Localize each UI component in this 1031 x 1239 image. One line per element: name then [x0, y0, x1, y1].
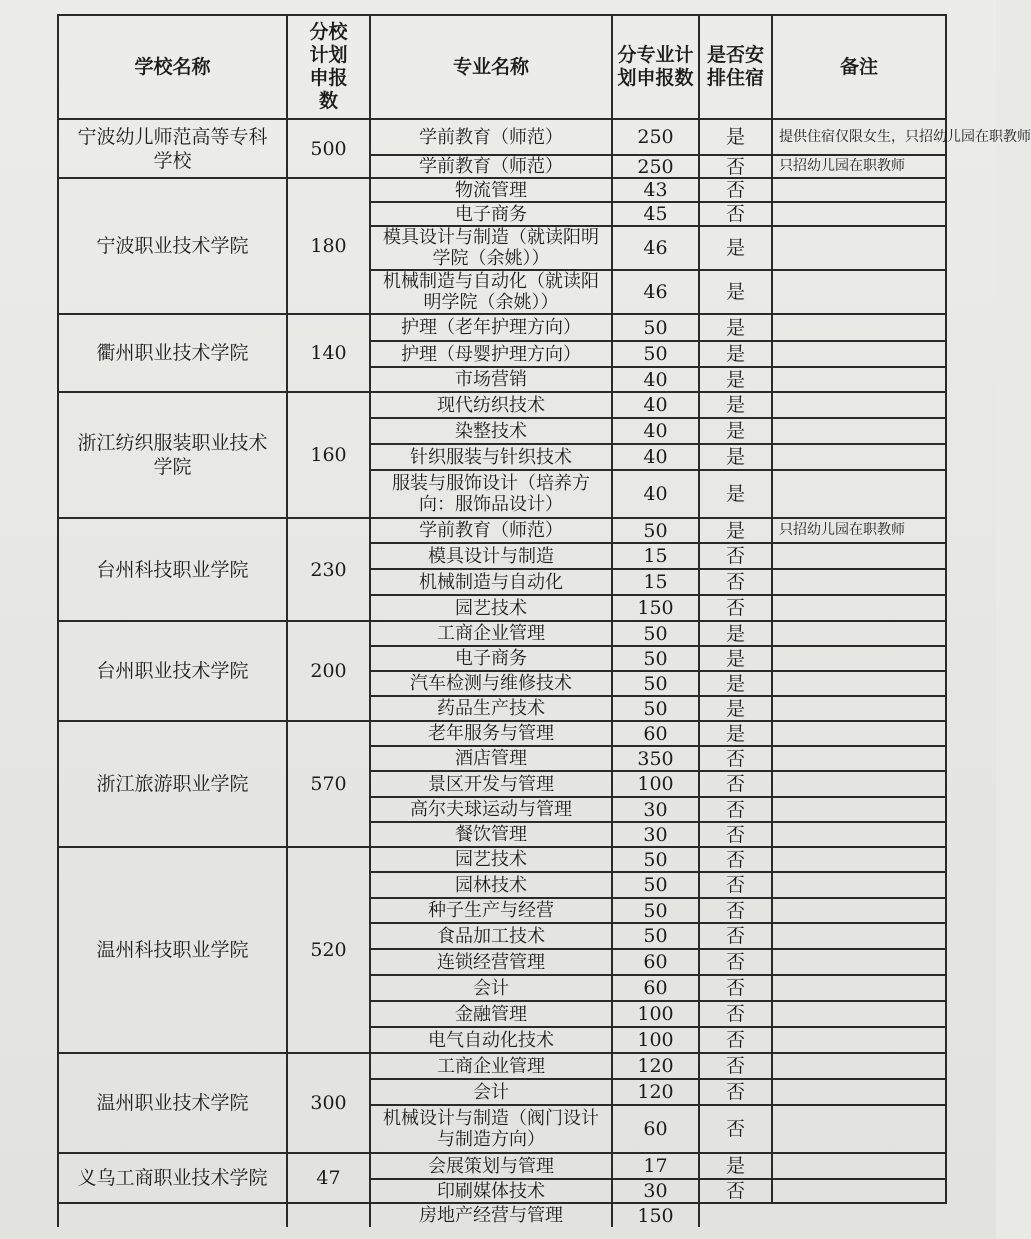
major-name-cell: 会计 — [370, 975, 612, 1001]
major-plan-cell: 46 — [612, 226, 699, 270]
remark-cell — [772, 595, 946, 621]
remark-cell: 只招幼儿园在职教师 — [772, 518, 946, 543]
remark-cell — [772, 1079, 946, 1105]
major-plan-cell: 50 — [612, 696, 699, 721]
table-row — [58, 518, 946, 543]
dorm-cell: 是 — [699, 444, 772, 470]
remark-cell — [772, 1179, 946, 1203]
major-plan-cell: 50 — [612, 646, 699, 671]
header-major: 专业名称 — [370, 15, 612, 119]
remark-cell — [772, 470, 946, 518]
table-row — [58, 314, 946, 341]
major-name-cell: 学前教育（师范） — [370, 119, 612, 155]
remark-cell — [772, 1027, 946, 1053]
major-name-cell: 学前教育（师范） — [370, 155, 612, 178]
major-name-cell: 机械制造与自动化 — [370, 569, 612, 595]
remark-cell — [772, 621, 946, 646]
major-name-cell: 食品加工技术 — [370, 923, 612, 949]
major-plan-cell: 17 — [612, 1153, 699, 1179]
school-name-cell — [58, 1203, 287, 1227]
dorm-cell: 否 — [699, 1027, 772, 1053]
school-plan-cell: 500 — [287, 119, 370, 178]
school-name-cell: 温州职业技术学院 — [58, 1053, 287, 1153]
dorm-cell: 是 — [699, 1153, 772, 1179]
dorm-cell: 是 — [699, 270, 772, 314]
dorm-cell: 是 — [699, 646, 772, 671]
major-name-cell: 工商企业管理 — [370, 1053, 612, 1079]
dorm-cell: 否 — [699, 1079, 772, 1105]
dorm-cell — [699, 1203, 772, 1227]
major-plan-cell: 46 — [612, 270, 699, 314]
dorm-cell: 是 — [699, 671, 772, 696]
table-row — [58, 847, 946, 872]
remark-cell — [772, 949, 946, 975]
dorm-cell: 是 — [699, 518, 772, 543]
remark-cell: 只招幼儿园在职教师 — [772, 155, 946, 178]
dorm-cell: 否 — [699, 595, 772, 621]
major-plan-cell: 60 — [612, 1105, 699, 1153]
major-plan-cell: 30 — [612, 797, 699, 822]
remark-cell — [772, 1203, 946, 1227]
major-plan-cell: 40 — [612, 418, 699, 444]
school-name-cell: 台州职业技术学院 — [58, 621, 287, 721]
major-name-cell: 现代纺织技术 — [370, 392, 612, 418]
dorm-cell: 否 — [699, 797, 772, 822]
major-name-cell: 连锁经营管理 — [370, 949, 612, 975]
dorm-cell: 否 — [699, 872, 772, 898]
major-name-cell: 汽车检测与维修技术 — [370, 671, 612, 696]
major-name-cell: 印刷媒体技术 — [370, 1179, 612, 1203]
major-name-cell: 电子商务 — [370, 202, 612, 226]
major-name-cell: 景区开发与管理 — [370, 771, 612, 797]
major-plan-cell: 40 — [612, 444, 699, 470]
table-row — [58, 392, 946, 418]
school-name-cell: 浙江旅游职业学院 — [58, 721, 287, 847]
major-plan-cell: 50 — [612, 872, 699, 898]
major-plan-cell: 50 — [612, 923, 699, 949]
dorm-cell: 是 — [699, 621, 772, 646]
dorm-cell: 是 — [699, 721, 772, 746]
major-plan-cell: 100 — [612, 1027, 699, 1053]
school-plan-cell: 47 — [287, 1153, 370, 1203]
major-name-cell: 高尔夫球运动与管理 — [370, 797, 612, 822]
remark-cell — [772, 797, 946, 822]
enrollment-plan-table — [57, 14, 1031, 1227]
major-name-cell: 服装与服饰设计（培养方向：服饰品设计） — [370, 470, 612, 518]
remark-cell — [772, 341, 946, 367]
table-row — [58, 119, 946, 155]
table-row — [58, 1203, 946, 1227]
major-plan-cell: 50 — [612, 671, 699, 696]
major-name-cell: 园林技术 — [370, 872, 612, 898]
table-row — [58, 1153, 946, 1179]
remark-cell — [772, 746, 946, 771]
major-plan-cell: 50 — [612, 847, 699, 872]
major-plan-cell: 50 — [612, 518, 699, 543]
major-name-cell: 会展策划与管理 — [370, 1153, 612, 1179]
dorm-cell: 否 — [699, 155, 772, 178]
major-plan-cell: 40 — [612, 392, 699, 418]
dorm-cell: 是 — [699, 470, 772, 518]
major-name-cell: 药品生产技术 — [370, 696, 612, 721]
major-plan-cell: 350 — [612, 746, 699, 771]
dorm-cell: 否 — [699, 178, 772, 202]
major-name-cell: 护理（老年护理方向） — [370, 314, 612, 341]
remark-cell — [772, 1105, 946, 1153]
school-plan-cell: 140 — [287, 314, 370, 392]
major-name-cell: 电气自动化技术 — [370, 1027, 612, 1053]
major-name-cell: 针织服装与针织技术 — [370, 444, 612, 470]
dorm-cell: 否 — [699, 202, 772, 226]
school-plan-cell: 520 — [287, 847, 370, 1053]
remark-cell — [772, 1153, 946, 1179]
school-plan-cell: 160 — [287, 392, 370, 518]
dorm-cell: 否 — [699, 898, 772, 923]
school-name-cell: 宁波职业技术学院 — [58, 178, 287, 314]
remark-cell — [772, 418, 946, 444]
major-name-cell: 机械制造与自动化（就读阳明学院（余姚）） — [370, 270, 612, 314]
major-plan-cell: 100 — [612, 771, 699, 797]
remark-cell — [772, 822, 946, 847]
dorm-cell: 否 — [699, 543, 772, 569]
major-name-cell: 机械设计与制造（阀门设计与制造方向） — [370, 1105, 612, 1153]
dorm-cell: 否 — [699, 822, 772, 847]
remark-cell — [772, 975, 946, 1001]
major-name-cell: 物流管理 — [370, 178, 612, 202]
remark-cell — [772, 721, 946, 746]
major-plan-cell: 50 — [612, 898, 699, 923]
remark-cell — [772, 444, 946, 470]
dorm-cell: 是 — [699, 119, 772, 155]
dorm-cell: 是 — [699, 696, 772, 721]
major-plan-cell: 250 — [612, 155, 699, 178]
dorm-cell: 否 — [699, 569, 772, 595]
header-dorm: 是否安排住宿 — [699, 15, 772, 119]
table-row — [58, 721, 946, 746]
remark-cell — [772, 671, 946, 696]
dorm-cell: 否 — [699, 847, 772, 872]
major-name-cell: 模具设计与制造 — [370, 543, 612, 569]
major-name-cell: 园艺技术 — [370, 847, 612, 872]
dorm-cell: 是 — [699, 314, 772, 341]
remark-cell — [772, 923, 946, 949]
remark-cell — [772, 771, 946, 797]
remark-cell — [772, 270, 946, 314]
major-name-cell: 餐饮管理 — [370, 822, 612, 847]
remark-cell — [772, 202, 946, 226]
major-plan-cell: 30 — [612, 822, 699, 847]
dorm-cell: 是 — [699, 341, 772, 367]
remark-cell — [772, 872, 946, 898]
remark-cell — [772, 1001, 946, 1027]
table-row — [58, 621, 946, 646]
school-plan-cell — [287, 1203, 370, 1227]
school-plan-cell: 200 — [287, 621, 370, 721]
dorm-cell: 否 — [699, 746, 772, 771]
dorm-cell: 否 — [699, 949, 772, 975]
remark-cell — [772, 696, 946, 721]
major-plan-cell: 40 — [612, 367, 699, 392]
table-row — [58, 178, 946, 202]
dorm-cell: 否 — [699, 1053, 772, 1079]
major-plan-cell: 50 — [612, 314, 699, 341]
school-name-cell: 衢州职业技术学院 — [58, 314, 287, 392]
major-plan-cell: 60 — [612, 721, 699, 746]
remark-cell — [772, 898, 946, 923]
remark-cell — [772, 178, 946, 202]
remark-cell: 提供住宿仅限女生，只招幼儿园在职教师 — [772, 119, 946, 155]
table-row — [58, 1053, 946, 1079]
dorm-cell: 否 — [699, 1001, 772, 1027]
remark-cell — [772, 847, 946, 872]
remark-cell — [772, 392, 946, 418]
remark-cell — [772, 226, 946, 270]
school-name-cell: 台州科技职业学院 — [58, 518, 287, 621]
school-plan-cell: 230 — [287, 518, 370, 621]
table-header-row — [58, 15, 946, 119]
major-name-cell: 市场营销 — [370, 367, 612, 392]
header-remark: 备注 — [772, 15, 946, 119]
major-plan-cell: 250 — [612, 119, 699, 155]
major-plan-cell: 150 — [612, 1203, 699, 1227]
major-plan-cell: 120 — [612, 1053, 699, 1079]
dorm-cell: 是 — [699, 418, 772, 444]
major-name-cell: 房地产经营与管理 — [370, 1203, 612, 1227]
major-plan-cell: 60 — [612, 949, 699, 975]
major-plan-cell: 43 — [612, 178, 699, 202]
header-school: 学校名称 — [58, 15, 287, 119]
major-plan-cell: 50 — [612, 621, 699, 646]
major-plan-cell: 15 — [612, 569, 699, 595]
school-plan-cell: 300 — [287, 1053, 370, 1153]
school-name-cell: 浙江纺织服装职业技术学院 — [58, 392, 287, 518]
major-plan-cell: 15 — [612, 543, 699, 569]
major-name-cell: 护理（母婴护理方向） — [370, 341, 612, 367]
major-plan-cell: 100 — [612, 1001, 699, 1027]
dorm-cell: 否 — [699, 1105, 772, 1153]
major-plan-cell: 120 — [612, 1079, 699, 1105]
major-plan-cell: 40 — [612, 470, 699, 518]
remark-cell — [772, 1053, 946, 1079]
dorm-cell: 否 — [699, 923, 772, 949]
major-name-cell: 电子商务 — [370, 646, 612, 671]
dorm-cell: 否 — [699, 975, 772, 1001]
dorm-cell: 是 — [699, 226, 772, 270]
header-school-plan: 分校计划申报数 — [287, 15, 370, 119]
remark-cell — [772, 367, 946, 392]
school-name-cell: 义乌工商职业技术学院 — [58, 1153, 287, 1203]
major-name-cell: 园艺技术 — [370, 595, 612, 621]
major-name-cell: 酒店管理 — [370, 746, 612, 771]
remark-cell — [772, 314, 946, 341]
major-plan-cell: 45 — [612, 202, 699, 226]
school-plan-cell: 570 — [287, 721, 370, 847]
dorm-cell: 是 — [699, 392, 772, 418]
dorm-cell: 否 — [699, 1179, 772, 1203]
dorm-cell: 否 — [699, 771, 772, 797]
major-plan-cell: 50 — [612, 341, 699, 367]
major-name-cell: 工商企业管理 — [370, 621, 612, 646]
major-name-cell: 金融管理 — [370, 1001, 612, 1027]
remark-cell — [772, 646, 946, 671]
dorm-cell: 是 — [699, 367, 772, 392]
major-name-cell: 模具设计与制造（就读阳明学院（余姚）） — [370, 226, 612, 270]
school-plan-cell: 180 — [287, 178, 370, 314]
school-name-cell: 宁波幼儿师范高等专科学校 — [58, 119, 287, 178]
major-name-cell: 染整技术 — [370, 418, 612, 444]
remark-cell — [772, 569, 946, 595]
major-plan-cell: 150 — [612, 595, 699, 621]
school-name-cell: 温州科技职业学院 — [58, 847, 287, 1053]
major-name-cell: 种子生产与经营 — [370, 898, 612, 923]
major-plan-cell: 60 — [612, 975, 699, 1001]
major-name-cell: 老年服务与管理 — [370, 721, 612, 746]
header-major-plan: 分专业计划申报数 — [612, 15, 699, 119]
remark-cell — [772, 543, 946, 569]
major-name-cell: 会计 — [370, 1079, 612, 1105]
major-name-cell: 学前教育（师范） — [370, 518, 612, 543]
major-plan-cell: 30 — [612, 1179, 699, 1203]
